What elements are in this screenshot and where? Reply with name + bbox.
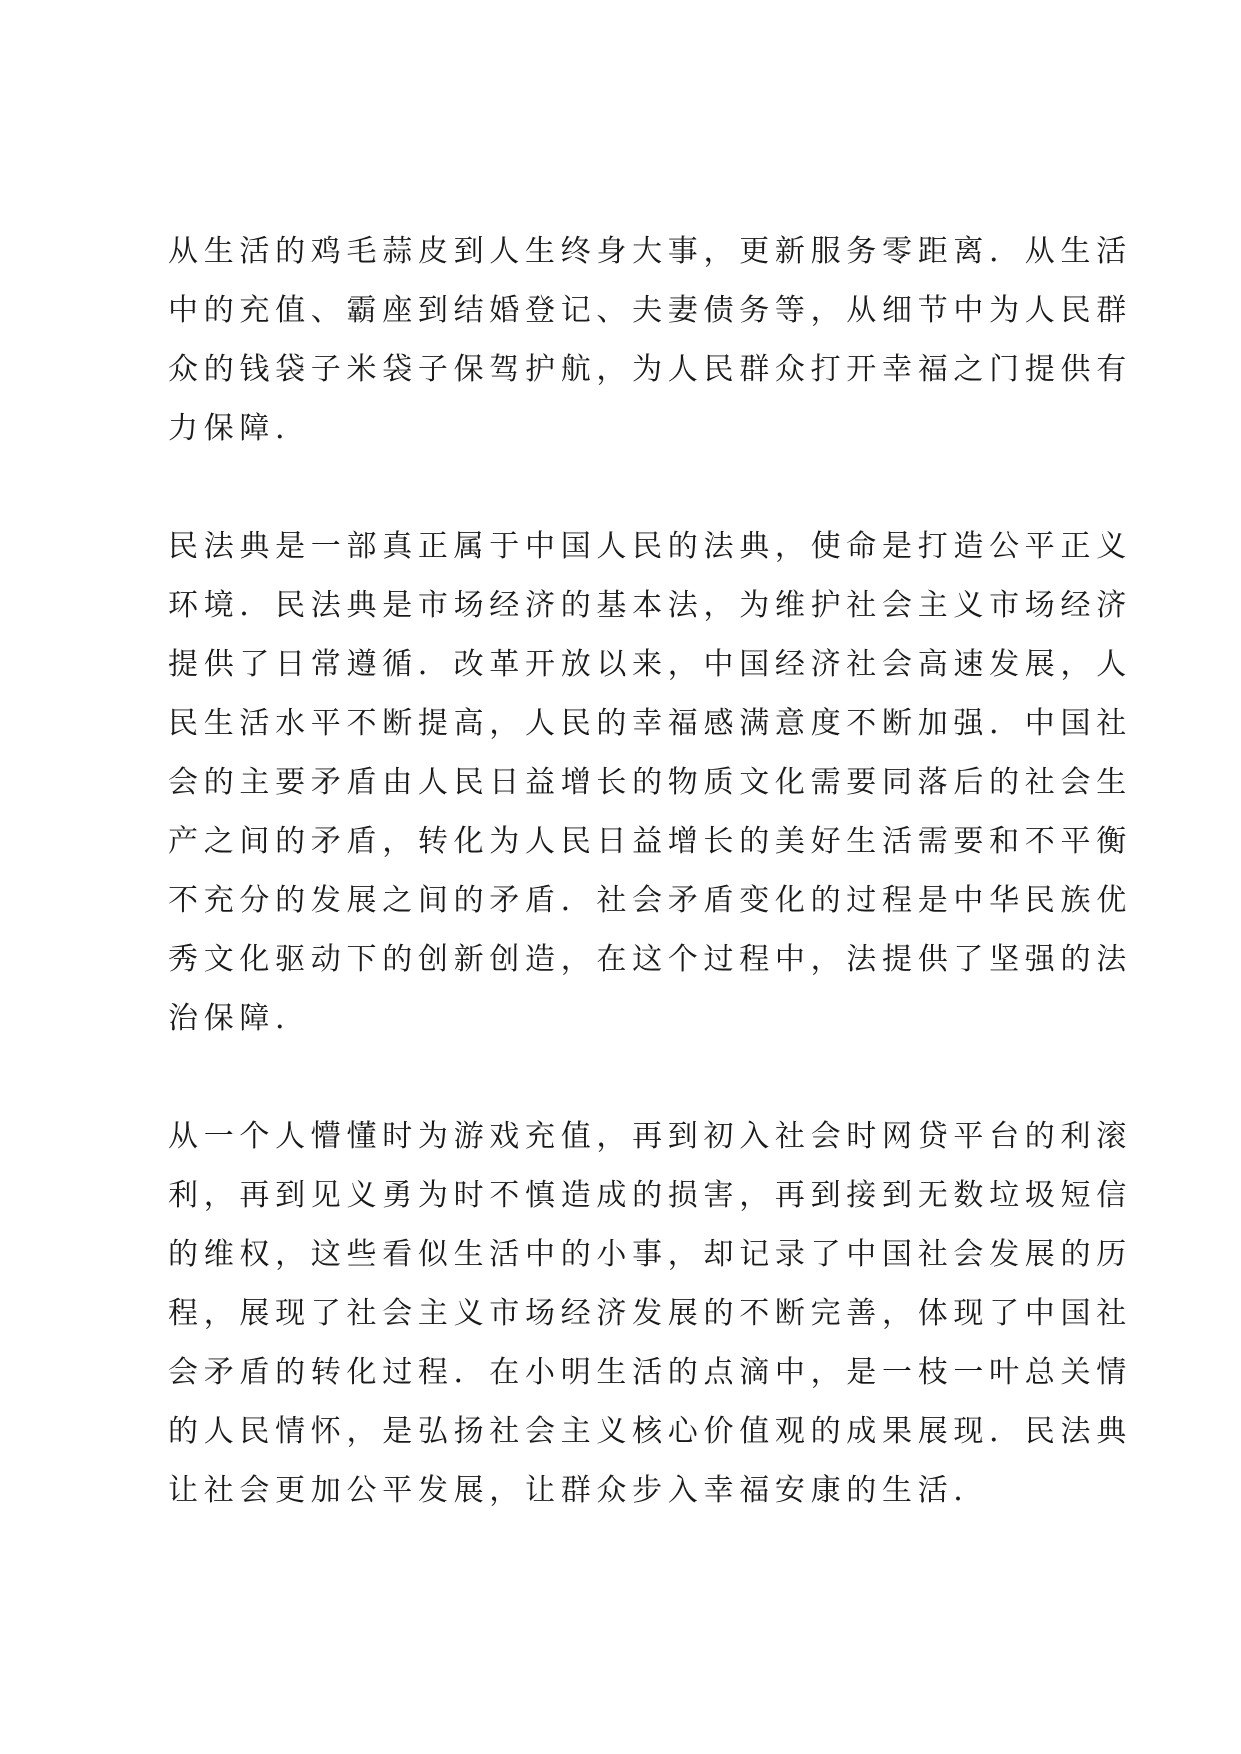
text-line: 秀文化驱动下的创新创造，在这个过程中，法提供了坚强的法 [168, 942, 1132, 977]
text-line: 从生活的鸡毛蒜皮到人生终身大事，更新服务零距离．从生活 [168, 234, 1132, 269]
paragraph-3 [168, 1107, 1132, 1520]
text-line: 不充分的发展之间的矛盾．社会矛盾变化的过程是中华民族优 [168, 883, 1132, 918]
paragraph-spacer [168, 1048, 1073, 1107]
document-body [168, 222, 1132, 1520]
text-line: 中的充值、霸座到结婚登记、夫妻债务等，从细节中为人民群 [168, 293, 1132, 328]
text-line: 的人民情怀，是弘扬社会主义核心价值观的成果展现．民法典 [168, 1414, 1132, 1449]
text-line: 众的钱袋子米袋子保驾护航，为人民群众打开幸福之门提供有 [168, 352, 1132, 387]
paragraph-spacer [168, 458, 1073, 517]
paragraph-1 [168, 222, 1132, 458]
text-line: 民生活水平不断提高，人民的幸福感满意度不断加强．中国社 [168, 706, 1132, 741]
text-line: 的维权，这些看似生活中的小事，却记录了中国社会发展的历 [168, 1237, 1132, 1272]
text-line: 让社会更加公平发展，让群众步入幸福安康的生活． [168, 1473, 990, 1508]
text-line: 利，再到见义勇为时不慎造成的损害，再到接到无数垃圾短信 [168, 1178, 1132, 1213]
paragraph-2 [168, 517, 1132, 1048]
text-line: 会的主要矛盾由人民日益增长的物质文化需要同落后的社会生 [168, 765, 1132, 800]
text-line: 从一个人懵懂时为游戏充值，再到初入社会时网贷平台的利滚 [168, 1119, 1132, 1154]
text-line: 环境．民法典是市场经济的基本法，为维护社会主义市场经济 [168, 588, 1132, 623]
text-line: 会矛盾的转化过程．在小明生活的点滴中，是一枝一叶总关情 [168, 1355, 1132, 1390]
text-line: 力保障． [168, 411, 311, 446]
text-line: 产之间的矛盾，转化为人民日益增长的美好生活需要和不平衡 [168, 824, 1132, 859]
text-line: 治保障． [168, 1001, 311, 1036]
text-line: 民法典是一部真正属于中国人民的法典，使命是打造公平正义 [168, 529, 1132, 564]
text-line: 提供了日常遵循．改革开放以来，中国经济社会高速发展，人 [168, 647, 1132, 682]
text-line: 程，展现了社会主义市场经济发展的不断完善，体现了中国社 [168, 1296, 1132, 1331]
